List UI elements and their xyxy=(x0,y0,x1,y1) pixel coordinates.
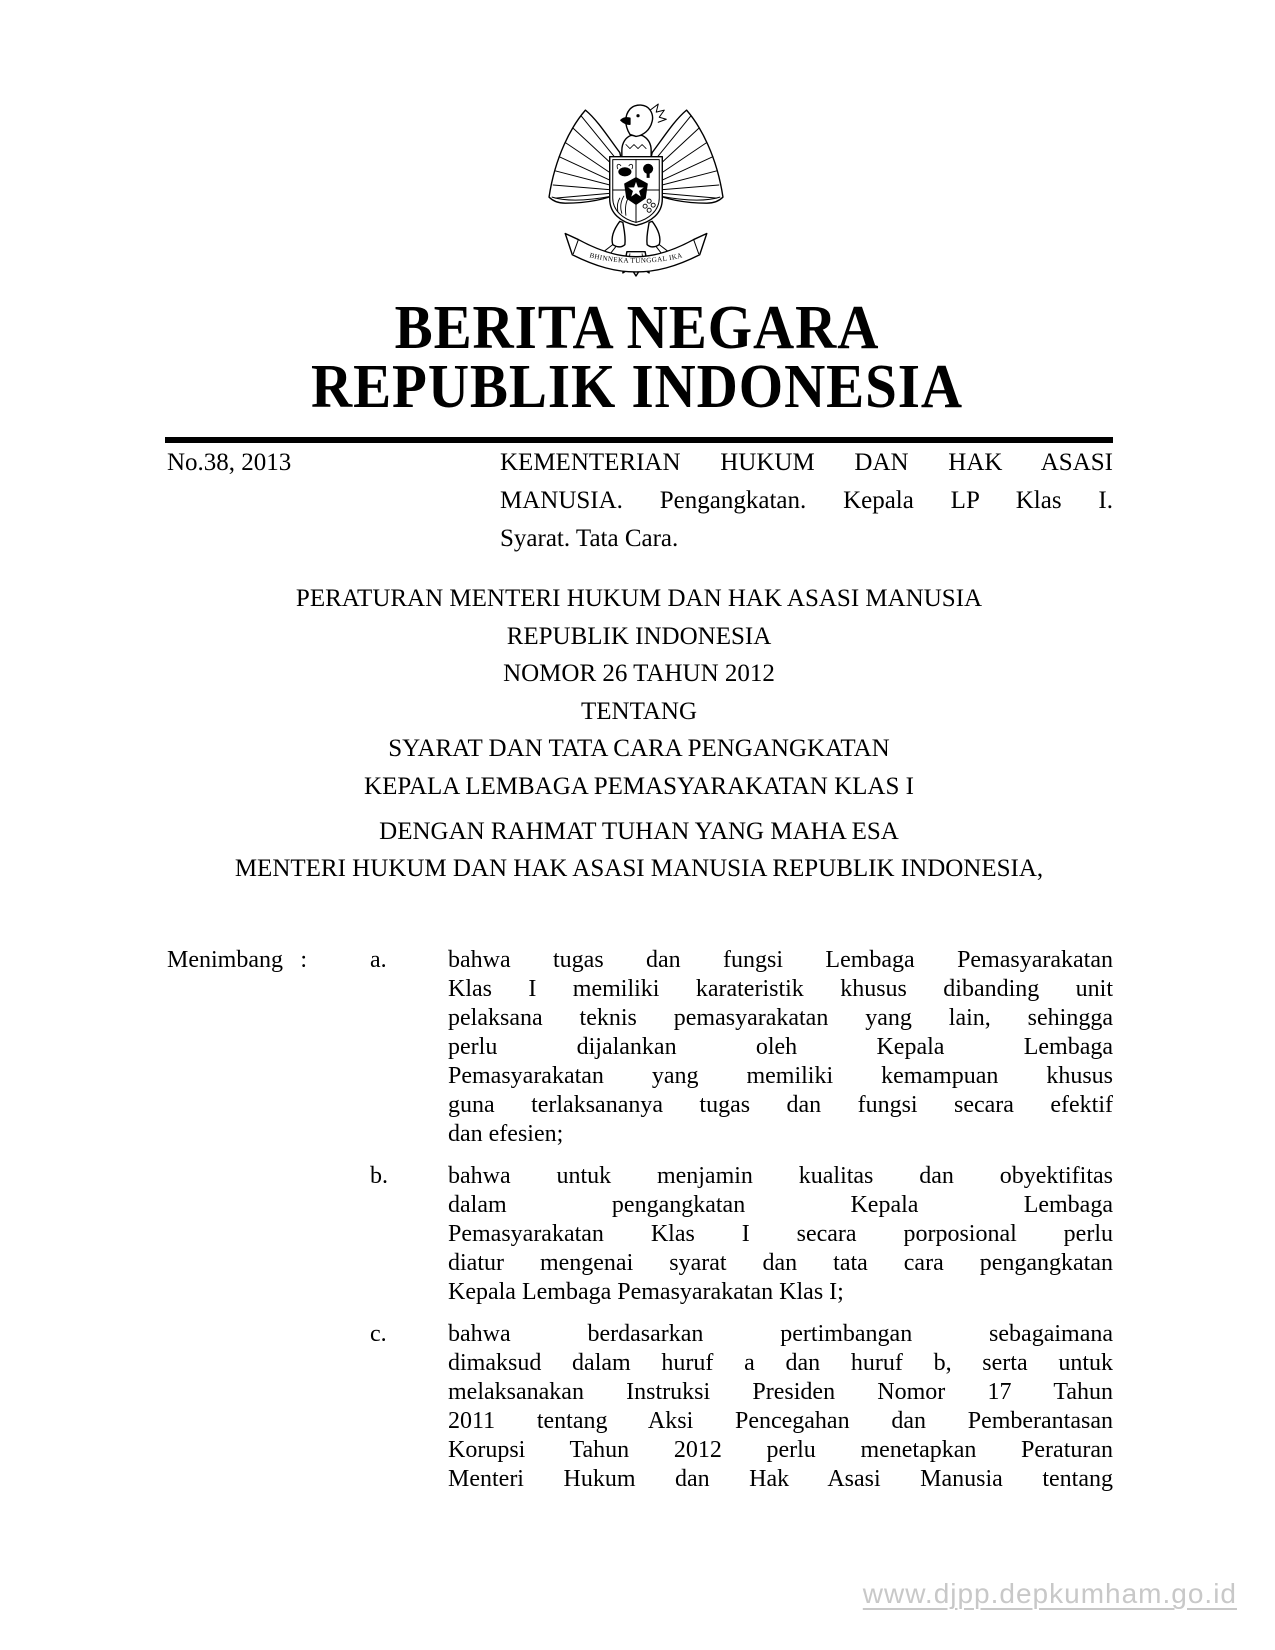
invocation-line: DENGAN RAHMAT TUHAN YANG MAHA ESA xyxy=(379,818,899,845)
text-line: Korupsi Tahun 2012 perlu menetapkan Peraturan xyxy=(448,1437,1113,1463)
masthead-title-line1: BERITA NEGARA xyxy=(394,294,880,362)
pancasila-shield xyxy=(610,157,663,226)
text-line: Pemasyarakatan yang memiliki kemampuan khusus xyxy=(448,1063,1113,1089)
text-line: Klas I memiliki karateristik khusus dibanding unit xyxy=(448,976,1113,1002)
watermark-url: www.djpp.depkumham.go.id xyxy=(862,1578,1237,1609)
text-line: Kepala Lembaga Pemasyarakatan Klas I; xyxy=(448,1279,844,1305)
text-line: pelaksana teknis pemasyarakatan yang lain, sehingga xyxy=(448,1005,1113,1031)
considering-section xyxy=(165,946,1113,1507)
item-letter: a. xyxy=(370,947,387,973)
garuda-legs xyxy=(604,221,669,255)
considering-label xyxy=(167,946,307,975)
considering-item-b xyxy=(370,1162,1113,1307)
considering-label-colon: : xyxy=(300,947,307,973)
regulation-title xyxy=(165,580,1113,805)
text-line: dimaksud dalam huruf a dan huruf b, serta untuk xyxy=(448,1350,1113,1376)
text-line: NOMOR 26 TAHUN 2012 xyxy=(503,660,775,687)
item-letter: c. xyxy=(370,1321,387,1347)
considering-label-text: Menimbang xyxy=(167,947,283,973)
gazette-number: No.38, 2013 xyxy=(167,449,292,476)
text-line: dalam pengangkatan Kepala Lembaga xyxy=(448,1192,1113,1218)
text-line: bahwa berdasarkan pertimbangan sebagaimana xyxy=(448,1321,1113,1347)
text-line: Menteri Hukum dan Hak Asasi Manusia tentang xyxy=(448,1466,1113,1492)
considering-item-c xyxy=(370,1320,1113,1494)
item-text xyxy=(448,946,1113,1149)
masthead-title-line2: REPUBLIK INDONESIA xyxy=(310,353,964,421)
text-line: guna terlaksananya tugas dan fungsi secara efektif xyxy=(448,1092,1113,1118)
gazette-subject xyxy=(500,444,1113,558)
text-line: PERATURAN MENTERI HUKUM DAN HAK ASASI MANUSIA xyxy=(295,585,983,612)
text-line: dan efesien; xyxy=(448,1121,564,1147)
text-line: REPUBLIK INDONESIA xyxy=(506,622,772,650)
authority-line: MENTERI HUKUM DAN HAK ASASI MANUSIA REPUBLIK INDONESIA, xyxy=(234,855,1044,882)
text-line: MANUSIA. Pengangkatan. Kepala LP Klas I. xyxy=(500,487,1113,514)
item-letter: b. xyxy=(370,1163,388,1189)
text-line: perlu dijalankan oleh Kepala Lembaga xyxy=(448,1034,1113,1060)
text-line: KEPALA LEMBAGA PEMASYARAKATAN KLAS I xyxy=(364,772,914,800)
text-line: SYARAT DAN TATA CARA PENGANGKATAN xyxy=(388,735,890,762)
text-line: Syarat. Tata Cara. xyxy=(500,525,679,552)
considering-items xyxy=(370,946,1113,1494)
emblem-motto-text: BHINNEKA TUNGGAL IKA xyxy=(588,251,684,265)
text-line: Pemasyarakatan Klas I secara porposional perlu xyxy=(448,1221,1113,1247)
text-line: bahwa untuk menjamin kualitas dan obyektifitas xyxy=(448,1163,1113,1189)
text-line: 2011 tentang Aksi Pencegahan dan Pemberantasan xyxy=(448,1408,1113,1434)
shield-banyan-tree-icon xyxy=(643,164,653,174)
text-line: bahwa tugas dan fungsi Lembaga Pemasyarakatan xyxy=(448,947,1113,973)
considering-item-a xyxy=(370,946,1113,1149)
text-line: TENTANG xyxy=(580,697,698,725)
text-line: KEMENTERIAN HUKUM DAN HAK ASASI xyxy=(500,449,1113,476)
shield-buffalo-icon xyxy=(618,167,631,176)
garuda-pancasila-emblem xyxy=(545,100,727,278)
text-line: diatur mengenai syarat dan tata cara pengangkatan xyxy=(448,1250,1113,1276)
text-line: melaksanakan Instruksi Presiden Nomor 17 Tahun xyxy=(448,1379,1113,1405)
masthead xyxy=(163,294,1111,421)
garuda-head xyxy=(621,104,667,136)
item-text xyxy=(448,1320,1113,1494)
item-text xyxy=(448,1162,1113,1307)
masthead-rule xyxy=(165,437,1113,443)
